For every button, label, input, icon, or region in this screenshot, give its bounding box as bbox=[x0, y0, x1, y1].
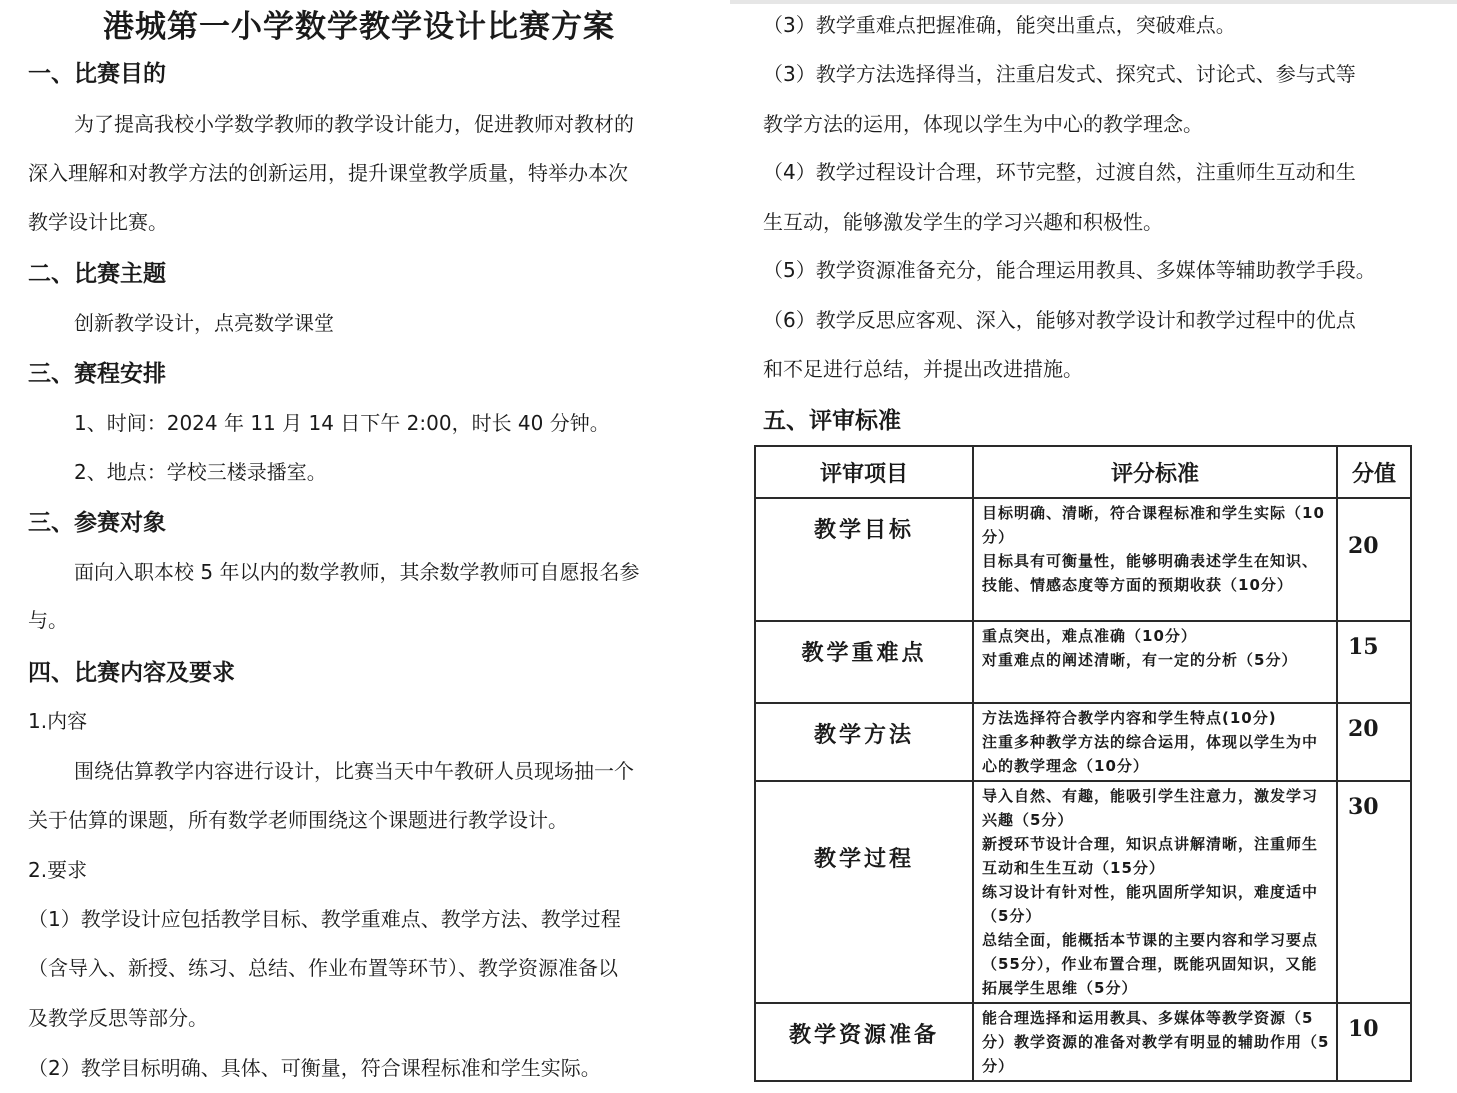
section-1-heading: 一、比赛目的 bbox=[28, 60, 166, 87]
row-item: 教学过程 bbox=[755, 781, 973, 1003]
criterion: 对重难点的阐述清晰，有一定的分析（5分） bbox=[982, 651, 1298, 669]
criterion: 注重多种教学方法的综合运用，体现以学生为中心的教学理念（10分） bbox=[982, 733, 1319, 775]
paragraph-line: 及教学反思等部分。 bbox=[28, 1006, 208, 1030]
paragraph-line: （含导入、新授、练习、总结、作业布置等环节）、教学资源准备以 bbox=[28, 956, 618, 980]
header-score: 分值 bbox=[1337, 446, 1411, 498]
criterion: 练习设计有针对性，能巩固所学知识，难度适中（5分） bbox=[982, 883, 1319, 925]
paragraph-line: 1、时间：2024 年 11 月 14 日下午 2:00，时长 40 分钟。 bbox=[74, 411, 610, 435]
document-title: 港城第一小学数学教学设计比赛方案 bbox=[103, 9, 615, 45]
row-score: 20 bbox=[1337, 703, 1411, 781]
section-5-heading: 五、评审标准 bbox=[763, 407, 901, 434]
subheading: 1.内容 bbox=[28, 709, 88, 733]
row-score: 10 bbox=[1337, 1003, 1411, 1081]
paragraph-line: （2）教学目标明确、具体、可衡量，符合课程标准和学生实际。 bbox=[28, 1056, 601, 1080]
table-row bbox=[755, 781, 1411, 1003]
paragraph-line: 面向入职本校 5 年以内的数学教师，其余数学教师可自愿报名参 bbox=[74, 560, 640, 584]
top-edge-bar bbox=[730, 0, 1457, 4]
row-criteria bbox=[973, 703, 1337, 781]
paragraph-line: 和不足进行总结，并提出改进措施。 bbox=[763, 357, 1083, 381]
paragraph-line: 深入理解和对教学方法的创新运用，提升课堂教学质量，特举办本次 bbox=[28, 161, 628, 185]
row-item: 教学方法 bbox=[755, 703, 973, 781]
criterion: 导入自然、有趣，能吸引学生注意力，激发学习兴趣（5分） bbox=[982, 787, 1319, 829]
paragraph-line: （6）教学反思应客观、深入，能够对教学设计和教学过程中的优点 bbox=[763, 308, 1356, 332]
paragraph-line: （3）教学方法选择得当，注重启发式、探究式、讨论式、参与式等 bbox=[763, 62, 1356, 86]
row-item: 教学重难点 bbox=[755, 621, 973, 703]
row-score: 20 bbox=[1337, 498, 1411, 621]
paragraph-line: （5）教学资源准备充分，能合理运用教具、多媒体等辅助教学手段。 bbox=[763, 258, 1376, 282]
criterion: 能合理选择和运用教具、多媒体等教学资源（5分）教学资源的准备对教学有明显的辅助作用（5分） bbox=[982, 1009, 1330, 1075]
paragraph-line: 生互动，能够激发学生的学习兴趣和积极性。 bbox=[763, 210, 1163, 234]
section-4-heading: 四、比赛内容及要求 bbox=[28, 659, 235, 686]
section-2-heading: 二、比赛主题 bbox=[28, 260, 166, 287]
row-item: 教学目标 bbox=[755, 498, 973, 621]
paragraph-line: 为了提高我校小学数学教师的教学设计能力，促进教师对教材的 bbox=[74, 112, 634, 136]
criterion: 目标具有可衡量性，能够明确表述学生在知识、技能、情感态度等方面的预期收获（10分） bbox=[982, 552, 1319, 594]
paragraph-line: （1）教学设计应包括教学目标、教学重难点、教学方法、教学过程 bbox=[28, 907, 621, 931]
paragraph-line: 2、地点：学校三楼录播室。 bbox=[74, 460, 327, 484]
paragraph-line: 与。 bbox=[28, 608, 68, 632]
table-header-row bbox=[755, 446, 1411, 498]
paragraph-line: （4）教学过程设计合理，环节完整，过渡自然，注重师生互动和生 bbox=[763, 160, 1356, 184]
paragraph-line: 教学设计比赛。 bbox=[28, 210, 168, 234]
row-item: 教学资源准备 bbox=[755, 1003, 973, 1081]
paragraph-line: 关于估算的课题，所有数学老师围绕这个课题进行教学设计。 bbox=[28, 808, 568, 832]
row-criteria bbox=[973, 781, 1337, 1003]
subheading: 2.要求 bbox=[28, 858, 88, 882]
table-row bbox=[755, 1003, 1411, 1081]
row-score: 30 bbox=[1337, 781, 1411, 1003]
scoring-table bbox=[754, 445, 1412, 1082]
paragraph-line: 创新教学设计，点亮数学课堂 bbox=[74, 311, 334, 335]
table-row bbox=[755, 703, 1411, 781]
table-row bbox=[755, 498, 1411, 621]
section-3-heading: 三、赛程安排 bbox=[28, 360, 166, 387]
criterion: 新授环节设计合理，知识点讲解清晰，注重师生互动和生生互动（15分） bbox=[982, 835, 1319, 877]
row-criteria bbox=[973, 498, 1337, 621]
section-3b-heading: 三、参赛对象 bbox=[28, 509, 166, 536]
criterion: 方法选择符合教学内容和学生特点(10分) bbox=[982, 709, 1277, 727]
criterion: 总结全面，能概括本节课的主要内容和学习要点（55分），作业布置合理，既能巩固知识，又能拓展学生思维（5分） bbox=[982, 931, 1319, 997]
row-score: 15 bbox=[1337, 621, 1411, 703]
paragraph-line: 围绕估算教学内容进行设计，比赛当天中午教研人员现场抽一个 bbox=[74, 759, 634, 783]
paragraph-line: 教学方法的运用，体现以学生为中心的教学理念。 bbox=[763, 112, 1203, 136]
criterion: 目标明确、清晰，符合课程标准和学生实际（10分） bbox=[982, 504, 1325, 546]
paragraph-line: （3）教学重难点把握准确，能突出重点，突破难点。 bbox=[763, 13, 1236, 37]
table-row bbox=[755, 621, 1411, 703]
header-item: 评审项目 bbox=[755, 446, 973, 498]
row-criteria bbox=[973, 1003, 1337, 1081]
criterion: 重点突出，难点准确（10分） bbox=[982, 627, 1197, 645]
header-criteria: 评分标准 bbox=[973, 446, 1337, 498]
row-criteria bbox=[973, 621, 1337, 703]
